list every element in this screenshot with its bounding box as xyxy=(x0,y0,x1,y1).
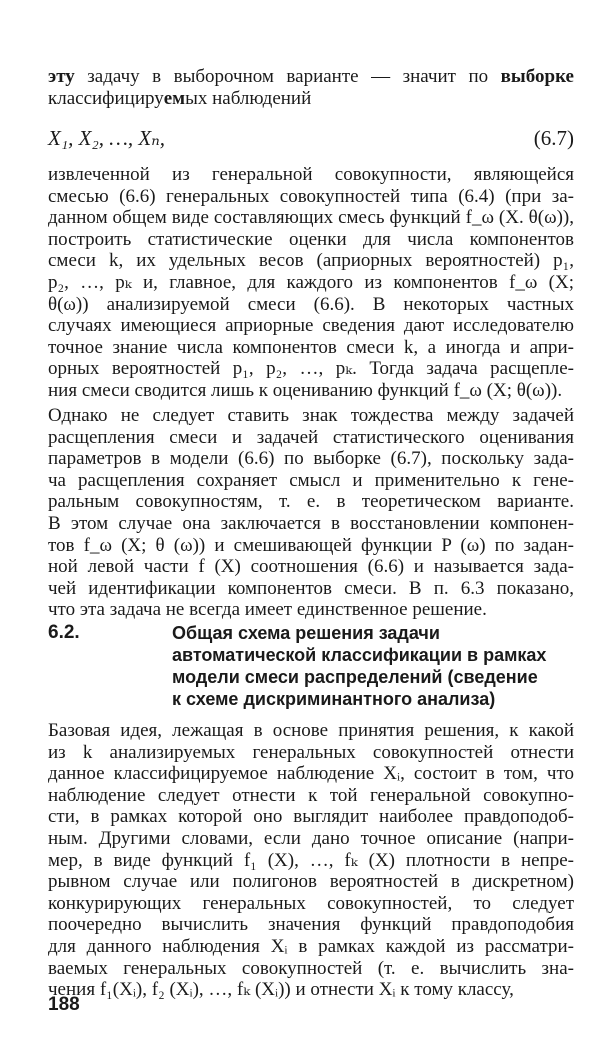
section-title-line: Общая схема решения задачи xyxy=(172,623,440,643)
text-line: точное знание числа компонентов смеси k, а иногда и апри- xyxy=(48,336,574,358)
text-line: расщепления смеси и задачей статистического оценивания xyxy=(48,426,574,448)
text-line: ной левой части f (X) соотношения (6.6) и называется зада- xyxy=(48,556,574,578)
text-line: конкурирующих генеральных совокупностей, то следует xyxy=(48,892,574,914)
text-line: построить статистические оценки для числа компонентов xyxy=(48,228,574,250)
text-line: смесью (6.6) генеральных совокупностей типа (6.4) (при за- xyxy=(48,185,574,207)
text-line: ральным совокупностям, т. е. в теоретическом варианте. xyxy=(48,491,574,513)
text-line: извлеченной из генеральной совокупности, являющейся xyxy=(48,164,574,185)
text-line: чения f₁(Xᵢ), f₂ (Xᵢ), …, fₖ (Xᵢ)) и отнести Xᵢ к тому классу, xyxy=(48,979,514,1001)
text-line: наблюдение следует отнести к той генеральной совокупно- xyxy=(48,784,574,806)
text-line: ния смеси сводится лишь к оцениванию функций f_ω (X; θ(ω)). xyxy=(48,379,563,401)
text-line: p₂, …, pₖ и, главное, для каждого из компонентов f_ω (X; xyxy=(48,271,574,293)
text-line: из k анализируемых генеральных совокупностей отнести xyxy=(48,741,574,763)
paragraph-base-idea xyxy=(48,720,574,1001)
text-line: поочередно вычислить значения функций правдоподобия xyxy=(48,914,574,936)
text-line: рывном случае или полигонов вероятностей в дискретном) xyxy=(48,871,574,893)
paragraph-mixture xyxy=(48,164,574,402)
text-line: тов f_ω (X; θ (ω)) и смешивающей функции P (ω) по задан- xyxy=(48,534,574,556)
section-title-line: автоматической классификации в рамках xyxy=(172,645,547,665)
section-number: 6.2. xyxy=(48,622,80,643)
text-line: θ(ω)) анализируемой смеси (6.6). В некоторых частных xyxy=(48,293,574,315)
text-line: Однако не следует ставить знак тождества между задачей xyxy=(48,405,574,426)
text-line: что эта задача не всегда имеет единственное решение. xyxy=(48,599,487,621)
text-line: эту задачу в выборочном варианте — значит по выборке xyxy=(48,66,574,87)
text-line: случаях имеющиеся априорные сведения дают исследователю xyxy=(48,315,574,337)
section-title-line: модели смеси распределений (сведение xyxy=(172,667,538,687)
text-line: орных вероятностей p₁, p₂, …, pₖ. Тогда задача расщепле- xyxy=(48,358,574,380)
section-title-line: к схеме дискриминантного анализа) xyxy=(172,689,496,709)
text-line: В этом случае она заключается в восстановлении компонен- xyxy=(48,512,574,534)
text-line: смеси k, их удельных весов (априорных вероятностей) p₁, xyxy=(48,250,574,272)
text-line: параметров в модели (6.6) по выборке (6.7), поскольку зада- xyxy=(48,448,574,470)
text-line: Базовая идея, лежащая в основе принятия решения, к какой xyxy=(48,720,574,741)
paragraph-intro xyxy=(48,66,574,109)
formula-number: (6.7) xyxy=(533,126,574,150)
text-line: чей идентификации компонентов смеси. В п. 6.3 показано, xyxy=(48,577,574,599)
section-title xyxy=(172,622,572,710)
text-line: мер, в виде функций f₁ (X), …, fₖ (X) плотности в непре- xyxy=(48,849,574,871)
text-line: ным. Другими словами, если дано точное описание (напри- xyxy=(48,827,574,849)
text-line: данное классифицируемое наблюдение Xᵢ, состоит в том, что xyxy=(48,763,574,785)
text-line: классифицируемых наблюдений xyxy=(48,87,312,109)
page-number: 188 xyxy=(48,994,80,1015)
text-line: ча расщепления сохраняет смысл и применительно к гене- xyxy=(48,469,574,491)
text-line: ваемых генеральных совокупностей (т. е. вычислить зна- xyxy=(48,957,574,979)
formula-text: X₁, X₂, …, Xₙ, xyxy=(48,126,166,150)
text-line: сти, в рамках которой оно выглядит наиболее правдоподоб- xyxy=(48,806,574,828)
text-line: для данного наблюдения Xᵢ в рамках каждой из рассматри- xyxy=(48,935,574,957)
paragraph-identification xyxy=(48,405,574,621)
text-line: данном общем виде составляющих смесь функций f_ω (X. θ(ω)), xyxy=(48,207,574,229)
formula-6-7 xyxy=(48,126,574,151)
